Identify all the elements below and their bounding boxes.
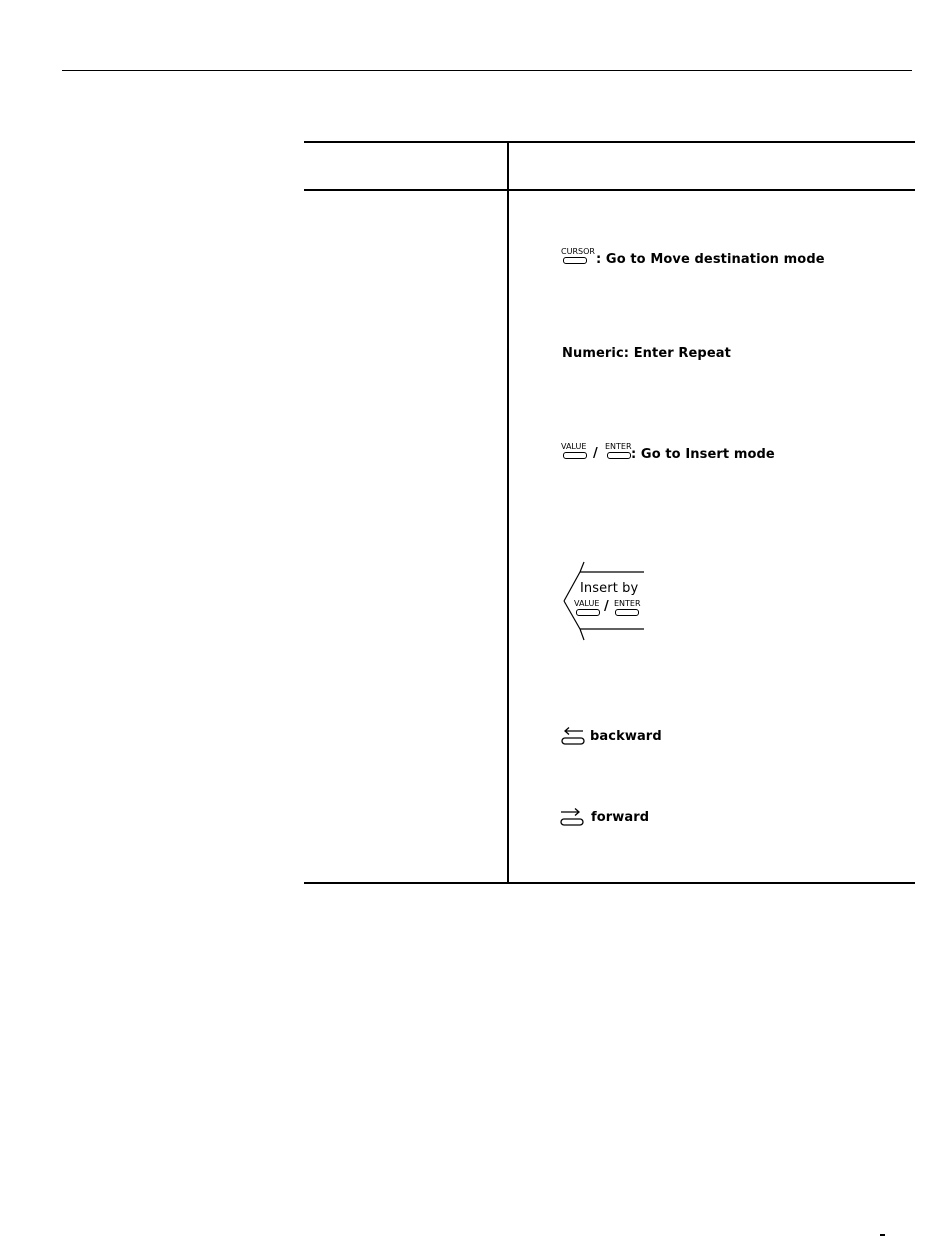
tab-enter-key-label: ENTER [614, 599, 641, 608]
backward-label: backward [590, 729, 662, 744]
page-corner-mark [880, 1234, 885, 1236]
key-separator: / [593, 446, 598, 461]
tab-key-separator: / [604, 599, 609, 614]
value-key-icon [563, 452, 587, 459]
cursor-row-text: : Go to Move destination mode [596, 252, 825, 267]
insert-by-title: Insert by [580, 581, 639, 596]
enter-key-icon [607, 452, 631, 459]
table-column-divider [507, 141, 509, 884]
forward-arrow-key-icon [558, 807, 586, 829]
table-top-border [304, 141, 915, 143]
value-enter-row-text: : Go to Insert mode [631, 447, 775, 462]
page-header-rule [62, 70, 912, 71]
tab-value-key-icon [576, 609, 600, 616]
enter-key-label: ENTER [605, 442, 632, 451]
value-key-label: VALUE [561, 442, 587, 451]
numeric-row-text: Numeric: Enter Repeat [562, 346, 731, 361]
forward-label: forward [591, 810, 650, 825]
cursor-key-label: CURSOR [561, 247, 595, 256]
table-header-border [304, 189, 915, 191]
tab-enter-key-icon [615, 609, 639, 616]
table-bottom-border [304, 882, 915, 884]
cursor-key-icon [563, 257, 587, 264]
backward-arrow-key-icon [560, 726, 588, 748]
tab-value-key-label: VALUE [574, 599, 600, 608]
